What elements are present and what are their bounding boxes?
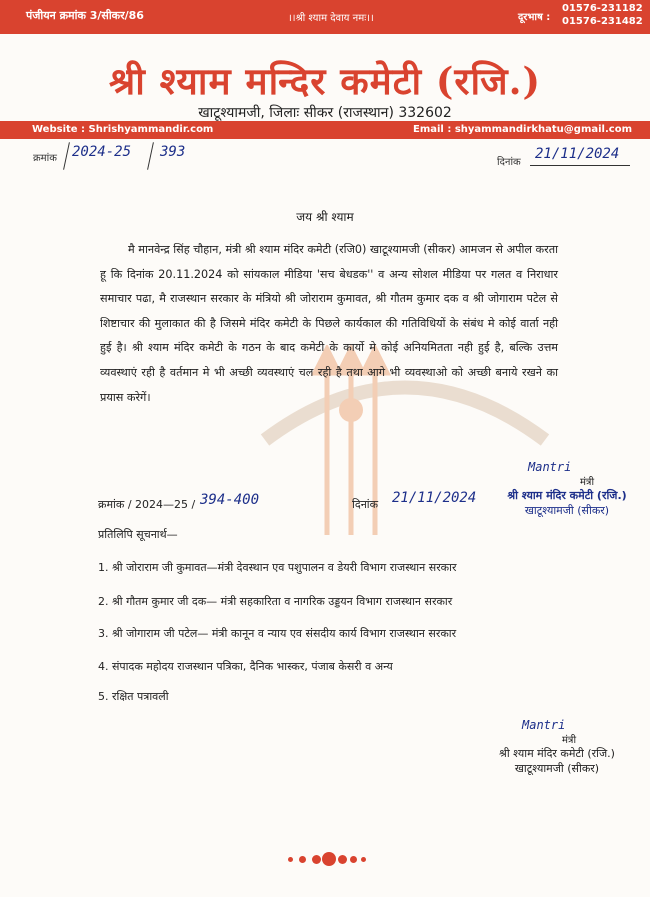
- copy-recipient: 5. रक्षित पत्रावली: [98, 690, 169, 703]
- phone-label: दूरभाष :: [518, 12, 551, 23]
- phone-number-1: 01576-231182: [562, 3, 643, 14]
- copy-date: 21/11/2024: [392, 490, 477, 506]
- copy-recipient: 1. श्री जोराराम जी कुमावत—मंत्री देवस्थान एव पशुपालन व डेयरी विभाग राजस्थान सरकार: [98, 561, 457, 574]
- signature-title: मंत्री: [579, 477, 595, 488]
- phone-number-2: 01576-231482: [562, 16, 643, 27]
- signature-scribble: Mantri: [528, 460, 572, 474]
- ornament-dot-icon: [288, 857, 293, 862]
- ref-number-label: क्रमांक: [33, 153, 57, 164]
- date-underline: [530, 165, 630, 166]
- copies-heading: प्रतिलिपि सूचनार्थ—: [98, 528, 178, 541]
- ornament-dot-icon: [350, 856, 357, 863]
- organization-address: खाटूश्यामजी, जिलाः सीकर (राजस्थान) 332602: [198, 105, 452, 121]
- ornament-dot-icon: [312, 855, 321, 864]
- contact-bar: [0, 121, 650, 139]
- signature-org: श्री श्याम मंदिर कमेटी (रजि.): [499, 747, 615, 760]
- copy-recipient: 2. श्री गौतम कुमार जी दक— मंत्री सहकारिता व नागरिक उड्डयन विभाग राजस्थान सरकार: [98, 595, 453, 608]
- ornament-dot-icon: [361, 857, 366, 862]
- signature-city: खाटूश्यामजी (सीकर): [514, 762, 600, 775]
- signature-title: मंत्री: [561, 735, 577, 746]
- salutation: जय श्री श्याम: [296, 210, 354, 224]
- registration-number: पंजीयन क्रमांक 3/सीकर/86: [26, 9, 144, 22]
- signature-city: खाटूश्यामजी (सीकर): [524, 504, 610, 517]
- ref-date: 21/11/2024: [535, 146, 620, 162]
- signature-scribble: Mantri: [522, 718, 566, 732]
- letter-body: [100, 238, 558, 410]
- ref-year: 2024-25: [72, 144, 132, 160]
- copy-recipient: 4. संपादक महोदय राजस्थान पत्रिका, दैनिक भास्कर, पंजाब केसरी व अन्य: [98, 660, 393, 673]
- website: Website : Shrishyammandir.com: [32, 124, 214, 135]
- divider: [63, 142, 70, 170]
- ref-number: 393: [160, 144, 186, 160]
- letterhead-top-bar: [0, 0, 650, 34]
- organization-name: श्री श्याम मन्दिर कमेटी (रजि.): [109, 59, 541, 103]
- signature-block: [492, 460, 642, 518]
- ornament-dot-icon: [322, 852, 336, 866]
- date-label: दिनांक: [497, 157, 521, 168]
- divider: [147, 142, 154, 170]
- signature-block: [482, 718, 632, 776]
- copy-ref-numbers: 394-400: [200, 492, 260, 508]
- letter-paragraph: मै मानवेन्द्र सिंह चौहान, मंत्री श्री श्याम मंदिर कमेटी (रजि0) खाटूश्यामजी (सीकर) आमजन से अपील करता हू कि दिनांक 20.11.2024 को सांयकाल मीडिया 'सच बेधडक'' व अन्य सोशल मीडिया पर गलत व निराधार समाचार पढा, मै राजस्थान सरकार के मंत्रियो श्री जोराराम कुमावत, श्री गौतम कुमार दक व श्री जोगाराम पटेल से शिष्टाचार की मुलाकात की है जिसमे मंदिर कमेटी के पिछले कार्यकाल की गतिविधियों के संबंध मे कोई वार्ता नही हुई है। श्री श्याम मंदिर कमेटी के गठन के बाद कमेटी के कार्यो मे कोई अनियमितता नही हुई है, बल्कि उत्तम व्यवस्थाएं रही है वर्तमान मे भी अच्छी व्यवस्थाएं चल रही है तथा आगे भी व्यवस्थाओ को अच्छी बनाये रखने का प्रयास करेगें।: [100, 243, 558, 404]
- copy-ref-label: क्रमांक / 2024—25 /: [98, 498, 196, 511]
- footer-ornament: [0, 852, 650, 866]
- copy-recipient: 3. श्री जोगाराम जी पटेल— मंत्री कानून व न्याय एव संसदीय कार्य विभाग राजस्थान सरकार: [98, 627, 457, 640]
- ornament-dot-icon: [299, 856, 306, 863]
- email: Email : shyammandirkhatu@gmail.com: [413, 124, 632, 135]
- signature-org: श्री श्याम मंदिर कमेटी (रजि.): [507, 489, 627, 502]
- ornament-dot-icon: [338, 855, 347, 864]
- slogan: ।।श्री श्याम देवाय नमः।।: [288, 13, 374, 24]
- copy-date-label: दिनांक: [352, 498, 379, 511]
